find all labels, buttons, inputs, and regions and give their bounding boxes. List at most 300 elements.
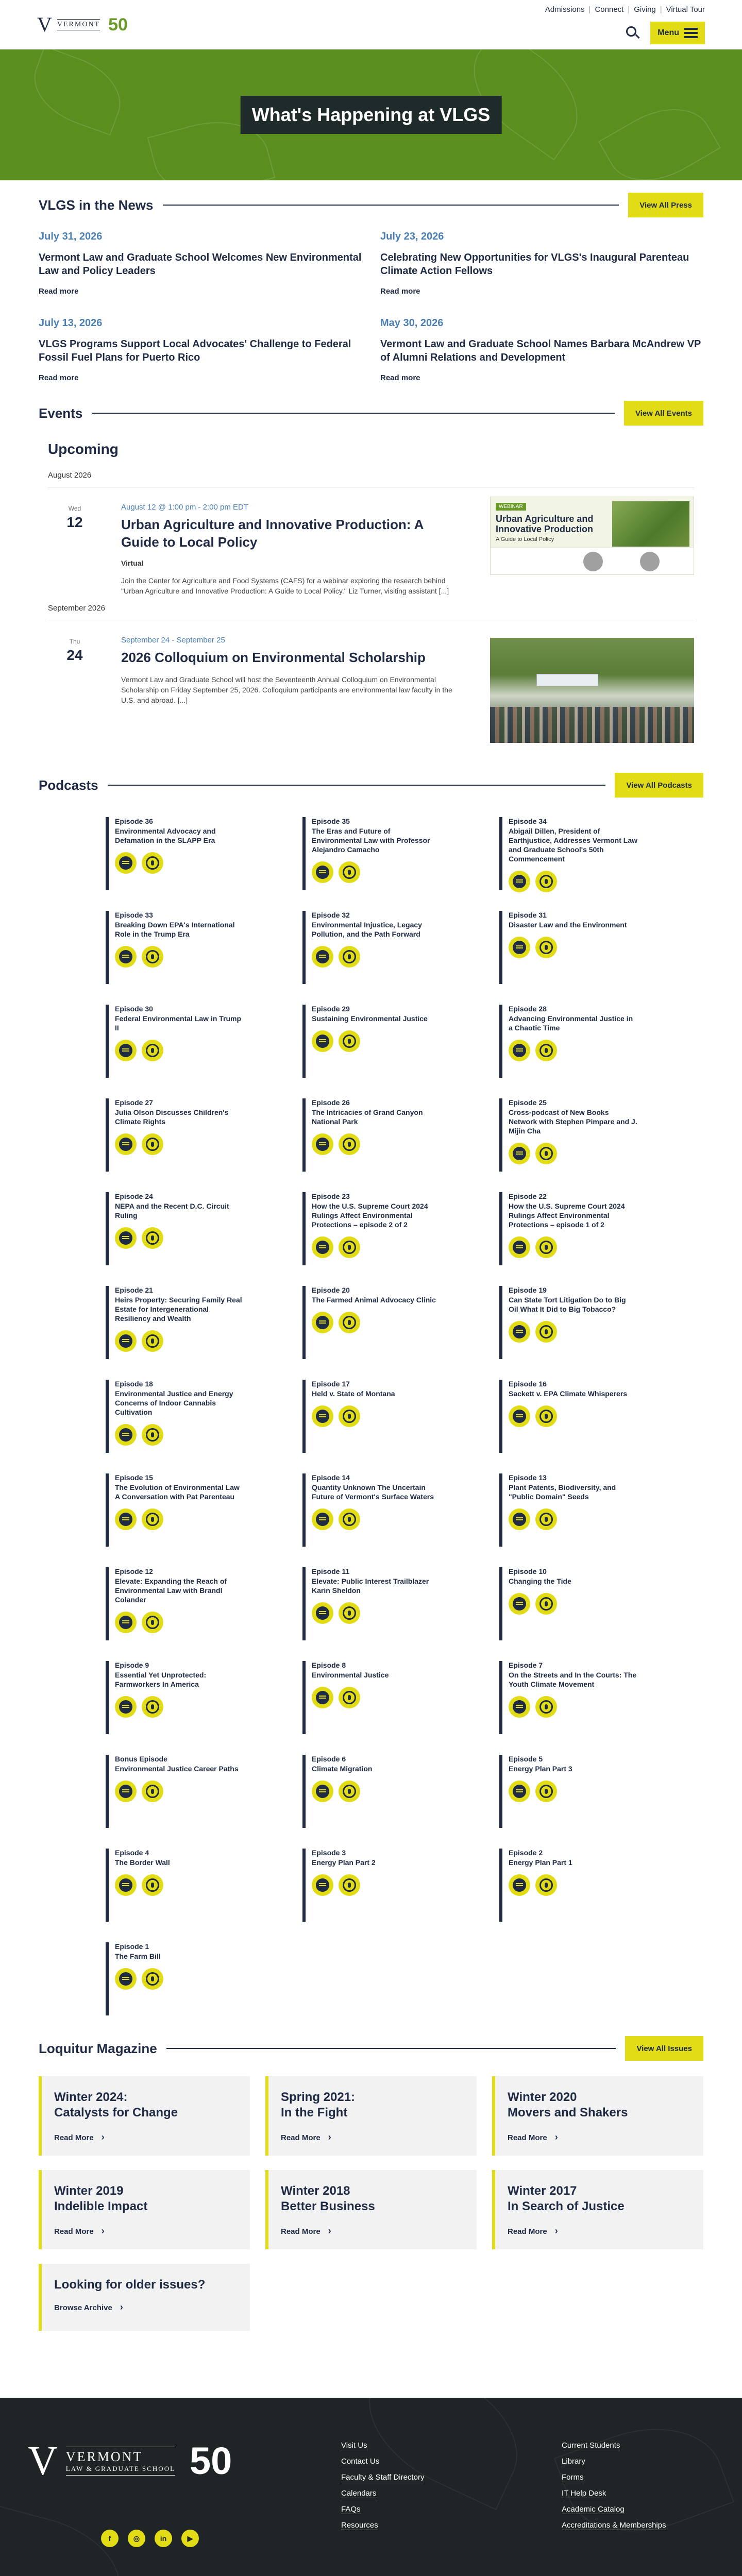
spotify-icon[interactable] (115, 1040, 137, 1061)
podcast-platforms (509, 1405, 678, 1427)
podcast-title-link[interactable]: Abigail Dillen, President of Earthjustice, Addresses Vermont Law and Graduate School's 50th Commencement (509, 827, 638, 863)
podcast-title-link[interactable]: Sustaining Environmental Justice (312, 1014, 428, 1023)
podcast-episode: Episode 33 (115, 911, 153, 919)
podcast-title-link[interactable]: Held v. State of Montana (312, 1389, 395, 1398)
news-title-link[interactable]: VLGS Programs Support Local Advocates' Challenge to Federal Fossil Fuel Plans for Puerto Rico (39, 338, 351, 363)
spotify-icon[interactable] (312, 1030, 333, 1052)
podcast-episode: Episode 14 (312, 1473, 350, 1482)
apple-podcasts-icon[interactable] (339, 1133, 360, 1155)
podcast-title-link[interactable]: Elevate: Expanding the Reach of Environmental Law with Brandl Colander (115, 1577, 227, 1604)
podcasts-heading: Podcasts (39, 777, 98, 793)
podcast-episode: Episode 16 (509, 1380, 547, 1388)
apple-podcasts-icon[interactable] (339, 1874, 360, 1896)
podcast-episode: Bonus Episode (115, 1755, 167, 1763)
spotify-icon[interactable] (509, 1405, 530, 1427)
spotify-icon[interactable] (115, 1330, 137, 1352)
podcast-episode: Episode 2 (509, 1849, 543, 1857)
podcast-title-link[interactable]: Julia Olson Discusses Children's Climate Rights (115, 1108, 229, 1126)
footer-link[interactable]: Current Students (562, 2441, 620, 2450)
event-time: September 24 - September 25 (121, 636, 225, 645)
apple-podcasts-icon[interactable] (339, 1030, 360, 1052)
apple-podcasts-glyph (146, 1138, 159, 1151)
read-more-link[interactable]: Read More › (54, 2132, 105, 2143)
apple-podcasts-icon[interactable] (535, 1321, 557, 1343)
podcast-platforms (115, 946, 284, 968)
read-more-link[interactable]: Read More › (281, 2226, 331, 2236)
podcast-platforms (509, 1874, 678, 1896)
footer-logo[interactable] (28, 2439, 232, 2483)
spotify-glyph (513, 1785, 526, 1798)
magazine-card (39, 2170, 250, 2249)
menu-button[interactable] (650, 22, 705, 44)
podcast-title-link[interactable]: Heirs Property: Securing Family Real Estate for Intergenerational Resiliency and Wealth (115, 1296, 242, 1323)
event-thumbnail[interactable] (490, 638, 694, 743)
apple-podcasts-icon[interactable] (339, 946, 360, 968)
news-title-link[interactable]: Celebrating New Opportunities for VLGS's Inaugural Parenteau Climate Action Fellows (380, 252, 689, 277)
read-more-link[interactable]: Read More › (508, 2132, 558, 2143)
podcast-episode: Episode 3 (312, 1849, 346, 1857)
apple-podcasts-icon[interactable] (142, 1133, 163, 1155)
browse-archive-link[interactable]: Browse Archive › (54, 2302, 123, 2313)
spotify-icon[interactable] (312, 1874, 333, 1896)
spotify-glyph (119, 1700, 132, 1714)
podcast-item (302, 1098, 481, 1192)
podcast-episode: Episode 34 (509, 817, 547, 825)
spotify-icon[interactable] (312, 861, 333, 883)
footer-link[interactable]: FAQs (341, 2505, 361, 2514)
apple-podcasts-icon[interactable] (142, 1330, 163, 1352)
view-all-issues-button[interactable]: View All Issues (625, 2036, 703, 2061)
social-links (101, 2530, 199, 2547)
magazine-card (265, 2170, 477, 2249)
podcast-episode: Episode 27 (115, 1098, 153, 1107)
spotify-icon[interactable] (115, 1781, 137, 1802)
spotify-icon[interactable] (312, 1236, 333, 1258)
podcast-episode: Episode 7 (509, 1661, 543, 1669)
instagram-icon[interactable]: ◎ (128, 2530, 145, 2547)
podcast-episode: Episode 30 (115, 1005, 153, 1013)
footer-link[interactable]: IT Help Desk (562, 2489, 606, 2498)
magazine-title: Winter 2017 In Search of Justice (508, 2184, 625, 2213)
podcast-platforms (312, 1687, 481, 1708)
apple-podcasts-glyph (343, 1513, 356, 1526)
month-label: September 2026 (48, 604, 105, 613)
apple-podcasts-glyph (146, 1785, 159, 1798)
linkedin-icon[interactable]: in (155, 2530, 172, 2547)
archive-card (39, 2264, 250, 2331)
podcast-title-link[interactable]: The Evolution of Environmental Law A Conversation with Pat Parenteau (115, 1483, 240, 1501)
separator: | (628, 5, 630, 14)
news-title-link[interactable]: Vermont Law and Graduate School Names Barbara McAndrew VP of Alumni Relations and Development (380, 338, 701, 363)
podcast-episode: Episode 28 (509, 1005, 547, 1013)
spotify-glyph (119, 1878, 132, 1892)
apple-podcasts-glyph (343, 1316, 356, 1329)
hamburger-icon (684, 26, 698, 40)
site-logo[interactable] (37, 14, 128, 35)
podcast-episode: Episode 21 (115, 1286, 153, 1294)
read-more-link[interactable]: Read More › (281, 2132, 331, 2143)
header-tools (623, 22, 705, 44)
speaker-photo (640, 552, 660, 571)
view-all-podcasts-button[interactable]: View All Podcasts (615, 773, 703, 798)
spotify-icon[interactable] (115, 1874, 137, 1896)
leaf-decoration (598, 90, 721, 180)
event-item (39, 620, 703, 737)
podcast-item (106, 1661, 284, 1755)
podcast-title-link[interactable]: Energy Plan Part 1 (509, 1858, 572, 1867)
spotify-glyph (513, 1597, 526, 1611)
apple-podcasts-glyph (539, 1410, 553, 1423)
apple-podcasts-icon[interactable] (535, 1509, 557, 1530)
main-content (39, 193, 703, 2331)
section-rule (108, 785, 606, 786)
podcast-title-link[interactable]: Environmental Justice and Energy Concerns of Indoor Cannabis Cultivation (115, 1389, 233, 1416)
podcast-item (499, 1567, 678, 1661)
events-heading: Events (39, 405, 83, 421)
news-item (39, 314, 362, 401)
spotify-glyph (119, 1972, 132, 1986)
podcast-episode: Episode 12 (115, 1567, 153, 1575)
read-more-link[interactable]: Read more (380, 287, 420, 296)
spotify-icon[interactable] (312, 1133, 333, 1155)
event-weekday: Wed (68, 505, 81, 512)
podcast-item (499, 1755, 678, 1849)
apple-podcasts-icon[interactable] (535, 1781, 557, 1802)
apple-podcasts-icon[interactable] (535, 1593, 557, 1615)
podcast-item (106, 1192, 284, 1286)
podcast-episode: Episode 6 (312, 1755, 346, 1763)
apple-podcasts-icon[interactable] (535, 1040, 557, 1061)
view-all-events-button[interactable]: View All Events (624, 401, 703, 426)
podcast-platforms (509, 1321, 678, 1343)
podcast-item (106, 817, 284, 911)
podcast-title-link[interactable]: Can State Tort Litigation Do to Big Oil What It Did to Big Tobacco? (509, 1296, 626, 1313)
podcast-item (302, 1005, 481, 1098)
footer-link[interactable]: Forms (562, 2473, 584, 2482)
apple-podcasts-glyph (539, 1147, 553, 1160)
podcast-platforms (115, 1781, 284, 1802)
podcast-episode: Episode 1 (115, 1942, 149, 1951)
apple-podcasts-icon[interactable] (142, 946, 163, 968)
podcast-item (302, 1849, 481, 1942)
apple-podcasts-glyph (343, 866, 356, 879)
podcast-title-link[interactable]: Essential Yet Unprotected: Farmworkers In America (115, 1671, 207, 1688)
podcast-episode: Episode 20 (312, 1286, 350, 1294)
spotify-glyph (119, 1231, 132, 1245)
apple-podcasts-icon[interactable] (142, 1612, 163, 1633)
podcast-title-link[interactable]: On the Streets and In the Courts: The Youth Climate Movement (509, 1671, 637, 1688)
apple-podcasts-icon[interactable] (142, 1781, 163, 1802)
poster-text (496, 501, 599, 543)
podcast-list (39, 817, 703, 2036)
apple-podcasts-glyph (146, 1428, 159, 1442)
podcast-episode: Episode 35 (312, 817, 350, 825)
event-day: 24 (66, 647, 83, 663)
events-section-header (39, 401, 703, 426)
podcast-episode: Episode 5 (509, 1755, 543, 1763)
podcast-title-link[interactable]: Climate Migration (312, 1765, 373, 1773)
spotify-icon[interactable] (115, 1227, 137, 1249)
spotify-icon[interactable] (115, 1968, 137, 1990)
apple-podcasts-icon[interactable] (339, 1687, 360, 1708)
apple-podcasts-glyph (343, 1241, 356, 1254)
podcast-title-link[interactable]: The Farmed Animal Advocacy Clinic (312, 1296, 436, 1304)
event-title-link[interactable]: Urban Agriculture and Innovative Production: A Guide to Local Policy (121, 517, 424, 550)
event-day: 12 (66, 514, 83, 530)
podcast-title-link[interactable]: Federal Environmental Law in Trump II (115, 1014, 242, 1032)
footer-link[interactable]: Faculty & Staff Directory (341, 2473, 425, 2482)
apple-podcasts-icon[interactable] (535, 1405, 557, 1427)
footer-link[interactable]: Visit Us (341, 2441, 367, 2450)
podcast-platforms (115, 852, 284, 874)
apple-podcasts-glyph (539, 1325, 553, 1338)
podcast-episode: Episode 18 (115, 1380, 153, 1388)
page-title: What's Happening at VLGS (241, 96, 502, 134)
podcast-item (499, 1005, 678, 1098)
search-icon-handle (635, 34, 640, 39)
podcast-title-link[interactable]: Energy Plan Part 2 (312, 1858, 376, 1867)
view-all-press-button[interactable]: View All Press (628, 193, 703, 217)
apple-podcasts-icon[interactable] (142, 1509, 163, 1530)
month-label: August 2026 (48, 471, 92, 480)
apple-podcasts-glyph (539, 1878, 553, 1892)
footer-link[interactable]: Resources (341, 2521, 378, 2530)
podcast-title-link[interactable]: The Eras and Future of Environmental Law with Professor Alejandro Camacho (312, 827, 430, 854)
apple-podcasts-icon[interactable] (142, 1968, 163, 1990)
podcast-platforms (115, 1330, 284, 1352)
spotify-glyph (513, 1241, 526, 1254)
magazine-title: Winter 2020 Movers and Shakers (508, 2090, 628, 2120)
podcast-title-link[interactable]: Elevate: Public Interest Trailblazer Karin Sheldon (312, 1577, 429, 1595)
spotify-glyph (316, 1035, 329, 1048)
podcast-title-link[interactable]: The Farm Bill (115, 1952, 161, 1960)
read-more-link[interactable]: Read More › (54, 2226, 105, 2236)
podcast-title-link[interactable]: Plant Patents, Biodiversity, and "Public Domain" Seeds (509, 1483, 616, 1501)
apple-podcasts-icon[interactable] (535, 1874, 557, 1896)
spotify-icon[interactable] (509, 1236, 530, 1258)
podcast-title-link[interactable]: Disaster Law and the Environment (509, 921, 627, 929)
podcast-platforms (509, 1143, 678, 1164)
spotify-icon[interactable] (509, 871, 530, 892)
spotify-glyph (119, 1334, 132, 1348)
podcast-episode: Episode 25 (509, 1098, 547, 1107)
spotify-icon[interactable] (312, 1509, 333, 1530)
spotify-glyph (316, 1878, 329, 1892)
podcast-title-link[interactable]: Environmental Justice Career Paths (115, 1765, 239, 1773)
apple-podcasts-icon[interactable] (535, 1143, 557, 1164)
podcast-item (106, 1473, 284, 1567)
podcast-title-link[interactable]: The Intricacies of Grand Canyon National Park (312, 1108, 423, 1126)
magazine-heading: Loquitur Magazine (39, 2040, 157, 2056)
spotify-icon[interactable] (509, 1509, 530, 1530)
podcast-title-link[interactable]: Environmental Justice (312, 1671, 389, 1679)
archive-title: Looking for older issues? (54, 2278, 206, 2292)
apple-podcasts-icon[interactable] (339, 1602, 360, 1624)
spotify-icon[interactable] (115, 1133, 137, 1155)
apple-podcasts-icon[interactable] (339, 1405, 360, 1427)
spotify-icon[interactable] (115, 1509, 137, 1530)
spotify-icon[interactable] (312, 1687, 333, 1708)
spotify-icon[interactable] (115, 946, 137, 968)
news-item (380, 314, 703, 401)
podcast-platforms (509, 1040, 678, 1061)
read-more-link[interactable]: Read More › (508, 2226, 558, 2236)
spotify-icon[interactable] (312, 1781, 333, 1802)
podcast-item (302, 1380, 481, 1473)
spotify-icon[interactable] (509, 1593, 530, 1615)
podcast-title-link[interactable]: Breaking Down EPA's International Role in the Trump Era (115, 921, 235, 938)
footer-link[interactable]: Contact Us (341, 2457, 380, 2466)
podcast-title-link[interactable]: Environmental Injustice, Legacy Pollution, and the Path Forward (312, 921, 422, 938)
utility-link-giving[interactable]: Giving (634, 5, 656, 14)
apple-podcasts-glyph (343, 1035, 356, 1048)
event-description: Join the Center for Agriculture and Food Systems (CAFS) for a webinar exploring the research behind "Urban Agriculture and Innovative Production: A Guide to Local Policy." Liz Turner, visiting assistant [...] (121, 577, 449, 595)
podcast-episode: Episode 9 (115, 1661, 149, 1669)
footer-logo-v-mark: V (28, 2438, 58, 2484)
news-date: July 23, 2026 (380, 231, 444, 242)
podcast-item (499, 1473, 678, 1567)
footer-link[interactable]: Academic Catalog (562, 2505, 625, 2514)
youtube-icon[interactable]: ▶ (181, 2530, 199, 2547)
facebook-icon[interactable]: f (101, 2530, 119, 2547)
event-thumbnail[interactable] (490, 497, 694, 575)
apple-podcasts-glyph (539, 1700, 553, 1714)
spotify-icon[interactable] (509, 1781, 530, 1802)
apple-podcasts-icon[interactable] (142, 1227, 163, 1249)
footer-link[interactable]: Accreditations & Memberships (562, 2521, 666, 2530)
podcast-item (106, 1005, 284, 1098)
podcast-title-link[interactable]: Cross-podcast of New Books Network with Stephen Pimpare and J. Mijin Cha (509, 1108, 637, 1135)
spotify-icon[interactable] (115, 1696, 137, 1718)
read-more-link[interactable]: Read more (39, 374, 79, 382)
event-date-box (59, 638, 90, 664)
apple-podcasts-icon[interactable] (535, 937, 557, 958)
footer-logo-wordmark: VERMONT LAW & GRADUATE SCHOOL (66, 2447, 175, 2476)
apple-podcasts-glyph (146, 1513, 159, 1526)
apple-podcasts-icon[interactable] (339, 1312, 360, 1333)
footer-link[interactable]: Library (562, 2457, 585, 2466)
spotify-icon[interactable] (312, 1602, 333, 1624)
podcast-platforms (115, 1874, 284, 1896)
speaker-photo (583, 552, 603, 571)
apple-podcasts-icon[interactable] (339, 1236, 360, 1258)
apple-podcasts-icon[interactable] (339, 1781, 360, 1802)
read-more-link[interactable]: Read more (380, 374, 420, 382)
spotify-icon[interactable] (115, 1612, 137, 1633)
apple-podcasts-icon[interactable] (535, 1696, 557, 1718)
podcast-platforms (115, 1424, 284, 1446)
podcast-title-link[interactable]: Energy Plan Part 3 (509, 1765, 572, 1773)
magazine-card (39, 2076, 250, 2156)
spotify-icon[interactable] (509, 937, 530, 958)
news-date: July 31, 2026 (39, 231, 103, 242)
leaf-decoration (23, 49, 131, 135)
magazine-title: Winter 2018 Better Business (281, 2184, 375, 2213)
events-list (39, 436, 703, 737)
podcast-title-link[interactable]: NEPA and the Recent D.C. Circuit Ruling (115, 1202, 229, 1219)
apple-podcasts-icon[interactable] (142, 1874, 163, 1896)
news-date: May 30, 2026 (380, 317, 444, 329)
spotify-icon[interactable] (509, 1321, 530, 1343)
spotify-icon[interactable] (509, 1143, 530, 1164)
podcast-platforms (509, 937, 678, 958)
footer-link[interactable]: Calendars (341, 2489, 377, 2498)
podcast-title-link[interactable]: Environmental Advocacy and Defamation in the SLAPP Era (115, 827, 216, 844)
apple-podcasts-icon[interactable] (142, 1424, 163, 1446)
podcast-platforms (509, 1696, 678, 1718)
utility-link-connect[interactable]: Connect (595, 5, 624, 14)
search-button[interactable] (623, 24, 641, 42)
apple-podcasts-icon[interactable] (535, 1236, 557, 1258)
apple-podcasts-glyph (539, 1597, 553, 1611)
utility-link-admissions[interactable]: Admissions (545, 5, 585, 14)
event-info (121, 636, 461, 705)
apple-podcasts-glyph (343, 1410, 356, 1423)
podcast-item (302, 1755, 481, 1849)
podcast-platforms (312, 861, 481, 883)
podcast-title-link[interactable]: Quantity Unknown The Uncertain Future of Vermont's Surface Waters (312, 1483, 434, 1501)
apple-podcasts-glyph (146, 1878, 159, 1892)
podcast-item (106, 1849, 284, 1942)
event-location: Virtual (121, 559, 144, 567)
spotify-glyph (316, 866, 329, 879)
apple-podcasts-icon[interactable] (339, 1509, 360, 1530)
podcast-title-link[interactable]: How the U.S. Supreme Court 2024 Rulings Affect Environmental Protections – episode 2 of 2 (312, 1202, 428, 1229)
podcast-episode: Episode 24 (115, 1192, 153, 1200)
spotify-icon[interactable] (509, 1040, 530, 1061)
spotify-icon[interactable] (509, 1696, 530, 1718)
utility-link-virtual-tour[interactable]: Virtual Tour (666, 5, 705, 14)
apple-podcasts-icon[interactable] (142, 852, 163, 874)
apple-podcasts-icon[interactable] (339, 861, 360, 883)
apple-podcasts-icon[interactable] (142, 1696, 163, 1718)
podcast-item (302, 1567, 481, 1661)
podcast-title-link[interactable]: Sackett v. EPA Climate Whisperers (509, 1389, 628, 1398)
spotify-icon[interactable] (312, 1312, 333, 1333)
podcast-platforms (509, 1781, 678, 1802)
podcast-title-link[interactable]: How the U.S. Supreme Court 2024 Rulings Affect Environmental Protections – episode 1 of 2 (509, 1202, 625, 1229)
poster-photo (612, 501, 689, 547)
spotify-icon[interactable] (312, 946, 333, 968)
spotify-glyph (119, 1044, 132, 1057)
read-more-link[interactable]: Read more (39, 287, 79, 296)
podcast-episode: Episode 29 (312, 1005, 350, 1013)
podcast-item (499, 911, 678, 1005)
magazine-title: Winter 2019 Indelible Impact (54, 2184, 148, 2213)
podcast-platforms (509, 1509, 678, 1530)
spotify-icon[interactable] (509, 1874, 530, 1896)
apple-podcasts-glyph (539, 1241, 553, 1254)
spotify-icon[interactable] (115, 1424, 137, 1446)
podcast-item (302, 1286, 481, 1380)
spotify-icon[interactable] (115, 852, 137, 874)
apple-podcasts-icon[interactable] (535, 871, 557, 892)
spotify-icon[interactable] (312, 1405, 333, 1427)
separator: | (660, 5, 662, 14)
podcast-platforms (115, 1696, 284, 1718)
podcast-title-link[interactable]: Changing the Tide (509, 1577, 571, 1585)
podcast-title-link[interactable]: Advancing Environmental Justice in a Chaotic Time (509, 1014, 633, 1032)
podcast-item (499, 817, 678, 911)
apple-podcasts-icon[interactable] (142, 1040, 163, 1061)
magazine-card (265, 2076, 477, 2156)
news-title-link[interactable]: Vermont Law and Graduate School Welcomes New Environmental Law and Policy Leaders (39, 252, 362, 277)
podcast-title-link[interactable]: The Border Wall (115, 1858, 170, 1867)
podcast-platforms (312, 946, 481, 968)
podcast-item (499, 1380, 678, 1473)
event-title-link[interactable]: 2026 Colloquium on Environmental Scholarship (121, 650, 426, 665)
magazine-list (39, 2076, 703, 2331)
